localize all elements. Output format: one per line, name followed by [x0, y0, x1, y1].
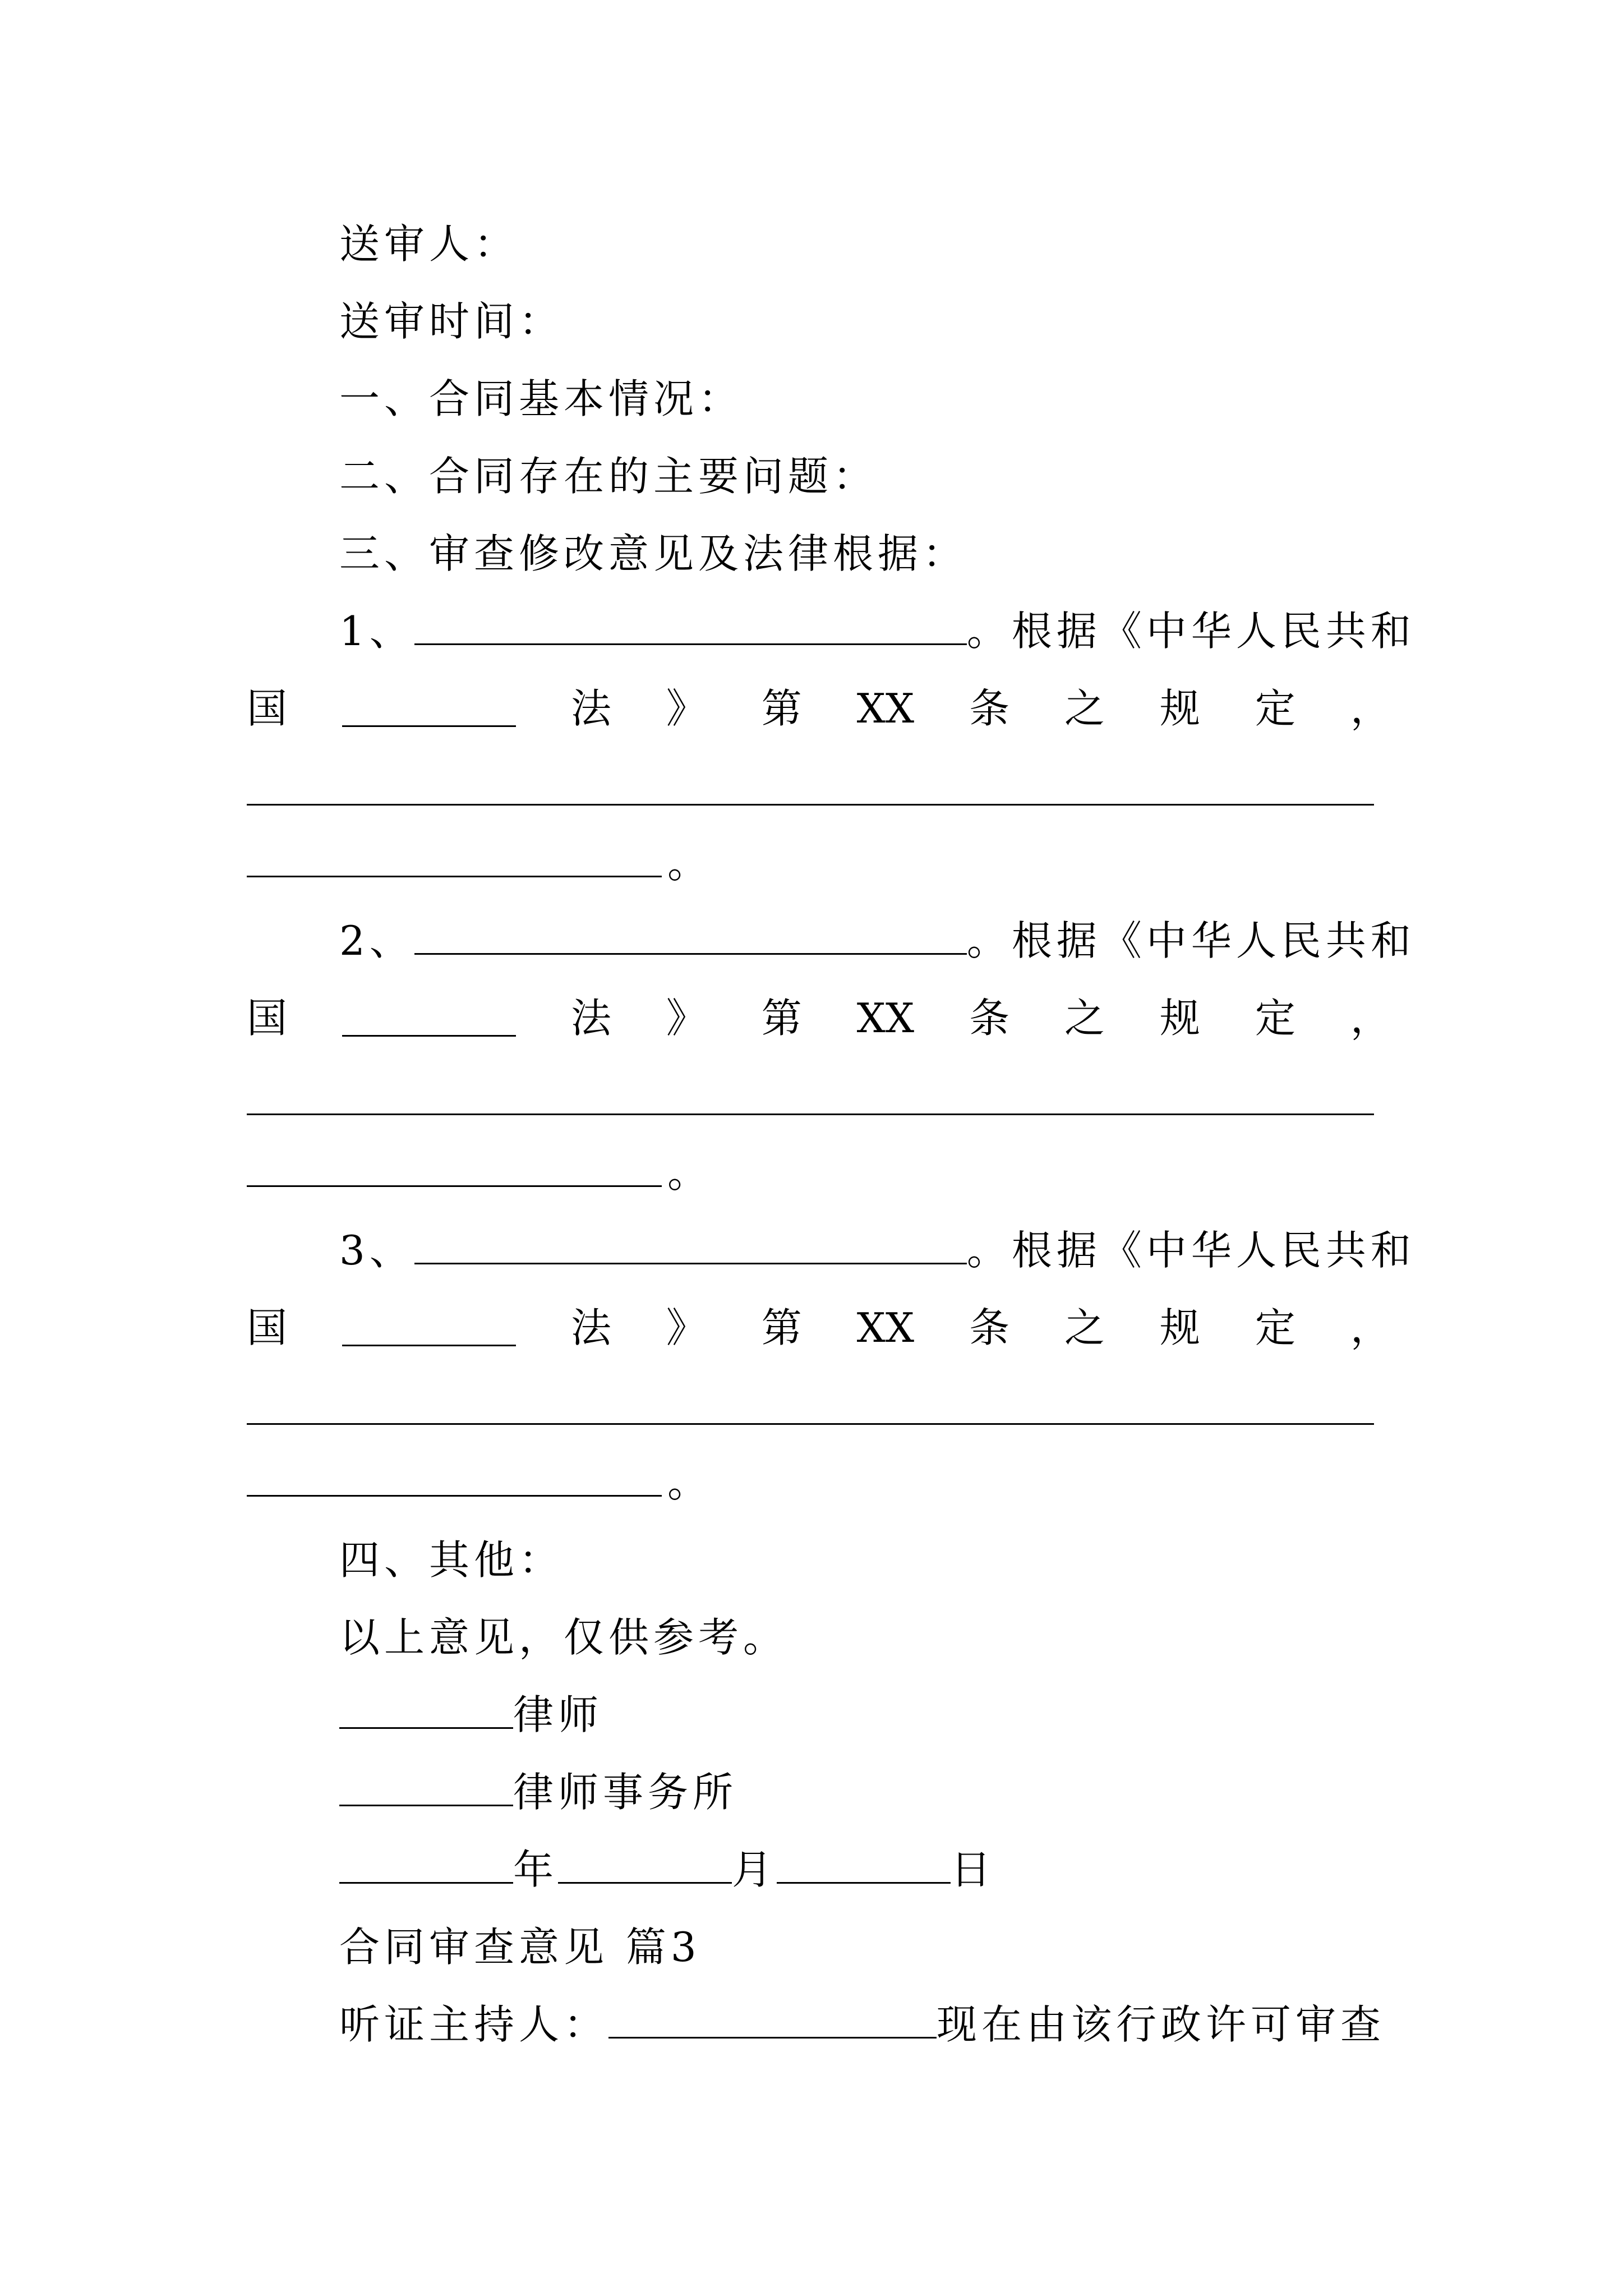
item-1-tail	[247, 830, 708, 897]
part3-heading	[339, 1913, 701, 1981]
item-1-law-blank	[342, 691, 516, 727]
section4-heading	[339, 1526, 564, 1594]
lawyer-signature-line	[339, 1681, 603, 1749]
day-blank	[777, 1847, 951, 1884]
item-2-tail	[247, 1139, 708, 1207]
section3-heading	[339, 520, 967, 587]
item-3-word: 规	[1159, 1304, 1200, 1351]
item-1-word: 》	[666, 685, 707, 732]
item-1-full-rule	[247, 804, 1374, 806]
item-1-line	[339, 597, 1415, 665]
hearing-host-line	[339, 1991, 1385, 2058]
section3-label: 三、审查修改意见及法律根据：	[339, 530, 968, 577]
send-time-line	[339, 288, 564, 355]
item-2-full-rule	[247, 1114, 1374, 1115]
sender-label: 送审人：	[339, 220, 519, 268]
lawyer-label: 律师	[513, 1691, 603, 1738]
item-3-word: 法	[570, 1304, 611, 1351]
item-2-word: 第	[761, 995, 802, 1042]
item-2-law-blank	[342, 1000, 516, 1037]
month-blank	[558, 1847, 732, 1884]
send-time-label: 送审时间：	[339, 298, 564, 345]
item-2-basis: 。根据《中华人民共和	[966, 917, 1415, 964]
item-3-line	[339, 1217, 1415, 1284]
item-3-tail-blank	[247, 1460, 662, 1497]
year-blank	[339, 1847, 513, 1884]
item-2-law-line	[247, 984, 1391, 1052]
date-line	[339, 1836, 995, 1903]
item-2-tail-blank	[247, 1151, 662, 1187]
item-1-number: 1、	[339, 608, 414, 655]
item-1-word: 法	[570, 685, 611, 732]
section1-heading	[339, 365, 743, 432]
item-3-basis: 。根据《中华人民共和	[966, 1227, 1415, 1274]
item-2-word: ，	[1350, 995, 1391, 1042]
item-1-end: 。	[667, 840, 708, 887]
item-1-word: XX	[856, 685, 915, 732]
item-2-word: 法	[570, 995, 611, 1042]
item-1-law-line	[247, 675, 1391, 742]
item-1-basis: 。根据《中华人民共和	[966, 608, 1415, 655]
firm-name-blank	[339, 1770, 513, 1806]
hearing-tail-text: 现在由该行政许可审查	[937, 2001, 1386, 2048]
firm-label: 律师事务所	[513, 1769, 738, 1816]
item-1-word: 第	[761, 685, 802, 732]
item-1-blank	[414, 609, 967, 645]
part3-title: 合同审查意见 篇3	[339, 1924, 701, 1971]
item-1-word: 国	[247, 685, 288, 732]
item-3-blank	[414, 1228, 967, 1264]
item-1-word: 定	[1255, 685, 1295, 732]
day-label: 日	[951, 1846, 996, 1893]
item-2-word: 规	[1159, 995, 1200, 1042]
month-label: 月	[732, 1846, 777, 1893]
item-2-word: 定	[1255, 995, 1295, 1042]
item-2-word: 条	[969, 995, 1010, 1042]
section2-label: 二、合同存在的主要问题：	[339, 453, 878, 500]
item-2-line	[339, 907, 1415, 974]
item-3-end: 。	[667, 1459, 708, 1506]
item-3-word: 定	[1255, 1304, 1295, 1351]
hearing-host-label: 听证主持人：	[339, 2001, 609, 2048]
item-2-number: 2、	[339, 917, 414, 964]
item-3-number: 3、	[339, 1227, 414, 1274]
item-2-word: 之	[1064, 995, 1105, 1042]
item-3-full-rule	[247, 1423, 1374, 1425]
hearing-host-blank	[608, 2002, 937, 2039]
lawyer-name-blank	[339, 1692, 513, 1729]
section4-label: 四、其他：	[339, 1536, 564, 1584]
item-1-word: 条	[969, 685, 1010, 732]
section1-label: 一、合同基本情况：	[339, 375, 744, 422]
firm-signature-line	[339, 1759, 737, 1826]
item-3-law-line	[247, 1294, 1391, 1361]
item-2-end: 。	[667, 1149, 708, 1197]
item-1-tail-blank	[247, 841, 662, 877]
item-3-word: XX	[856, 1304, 915, 1351]
section2-heading	[339, 443, 878, 510]
item-1-word: ，	[1350, 685, 1391, 732]
item-3-word: 第	[761, 1304, 802, 1351]
closing-line	[339, 1604, 788, 1671]
item-2-word: 》	[666, 995, 707, 1042]
item-3-word: 国	[247, 1304, 288, 1351]
item-1-word: 之	[1064, 685, 1105, 732]
item-3-word: 》	[666, 1304, 707, 1351]
year-label: 年	[513, 1846, 559, 1893]
item-3-word: 之	[1064, 1304, 1105, 1351]
item-2-word: XX	[856, 995, 915, 1042]
item-3-word: ，	[1350, 1304, 1391, 1351]
item-2-word: 国	[247, 995, 288, 1042]
item-3-word: 条	[969, 1304, 1010, 1351]
item-3-tail	[247, 1449, 708, 1516]
closing-text: 以上意见，仅供参考。	[339, 1614, 789, 1661]
item-2-blank	[414, 918, 967, 955]
sender-line	[339, 210, 519, 278]
item-3-law-blank	[342, 1310, 516, 1346]
item-1-word: 规	[1159, 685, 1200, 732]
